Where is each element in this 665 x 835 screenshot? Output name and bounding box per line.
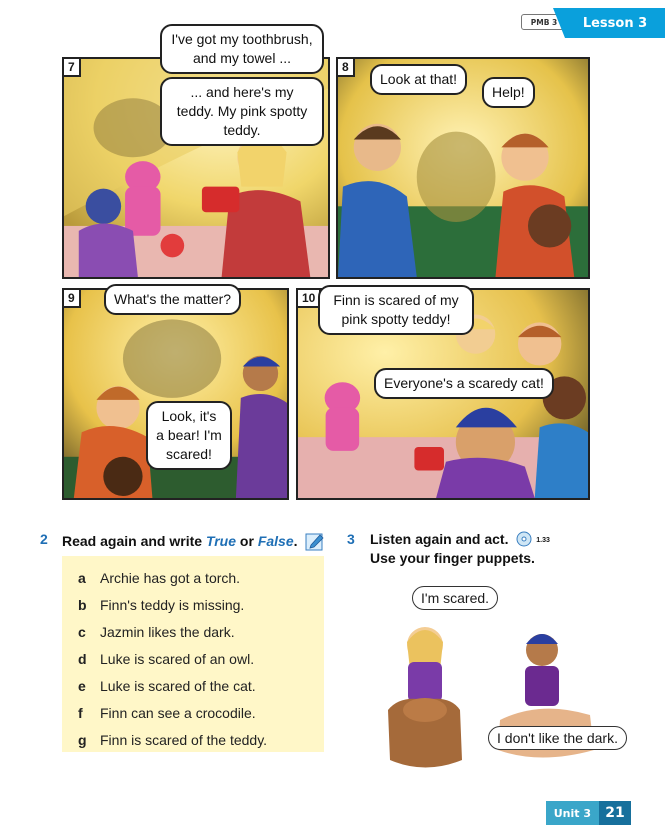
- list-item: [78, 726, 324, 753]
- speech-bubble-help: Help!: [482, 77, 535, 108]
- puppet-bubble-scared: I'm scared.: [412, 586, 498, 610]
- exercise-2-number: 2: [40, 531, 48, 547]
- list-item: [78, 618, 324, 645]
- title-false: False: [257, 533, 294, 549]
- title-true: True: [205, 533, 237, 549]
- item-text: Jazmin likes the dark.: [100, 623, 235, 640]
- item-text: Archie has got a torch.: [100, 569, 241, 586]
- pencil-icon: [305, 531, 325, 551]
- item-letter: e: [78, 677, 86, 694]
- title-text: Read again and write: [62, 533, 206, 549]
- unit-label: Unit 3: [546, 801, 599, 825]
- item-text: Luke is scared of the cat.: [100, 677, 256, 694]
- page-footer: [546, 801, 631, 825]
- item-letter: b: [78, 596, 87, 613]
- title-line-1: Listen again and act.: [370, 531, 509, 547]
- exercise-3-number: 3: [347, 531, 355, 547]
- exercise-3-subtitle: Use your finger puppets.: [370, 550, 535, 566]
- item-text: Finn is scared of the teddy.: [100, 731, 268, 748]
- item-text: Luke is scared of an owl.: [100, 650, 255, 667]
- speech-bubble-matter: What's the matter?: [104, 284, 241, 315]
- speech-bubble-scaredy-cat: Everyone's a scaredy cat!: [374, 368, 554, 399]
- page-number: 21: [599, 801, 631, 825]
- speech-bubble-look: Look at that!: [370, 64, 467, 95]
- list-item: [78, 564, 324, 591]
- item-text: Finn can see a crocodile.: [100, 704, 256, 721]
- item-letter: c: [78, 623, 86, 640]
- track-number: 1.33: [536, 537, 550, 544]
- item-letter: g: [78, 731, 87, 748]
- panel-number: 10: [298, 290, 321, 308]
- exercise-3-title: [370, 531, 550, 547]
- lesson-header: [527, 8, 665, 38]
- audio-cd-icon[interactable]: [516, 531, 532, 547]
- title-or: or: [236, 533, 258, 549]
- list-item: [78, 591, 324, 618]
- exercise-2-title: [62, 531, 325, 551]
- list-item: [78, 699, 324, 726]
- speech-bubble-finn-scared: Finn is scared of my pink spotty teddy!: [318, 285, 474, 335]
- title-end: .: [293, 533, 298, 549]
- true-false-list: [62, 556, 324, 752]
- lesson-tab: Lesson 3: [565, 8, 665, 38]
- speech-bubble-toothbrush: I've got my toothbrush, and my towel ...: [160, 24, 324, 74]
- pmb-tag: PMB 3: [521, 14, 567, 30]
- item-letter: f: [78, 704, 83, 721]
- panel-number: 7: [64, 59, 81, 77]
- list-item: [78, 645, 324, 672]
- item-letter: d: [78, 650, 87, 667]
- speech-bubble-bear: Look, it's a bear! I'm scared!: [146, 401, 232, 470]
- item-letter: a: [78, 569, 86, 586]
- list-item: [78, 672, 324, 699]
- panel-number: 9: [64, 290, 81, 308]
- speech-bubble-teddy: ... and here's my teddy. My pink spotty teddy.: [160, 77, 324, 146]
- puppet-bubble-dark: I don't like the dark.: [488, 726, 627, 750]
- finger-puppets-illustration: [380, 600, 640, 780]
- panel-number: 8: [338, 59, 355, 77]
- item-text: Finn's teddy is missing.: [100, 596, 245, 613]
